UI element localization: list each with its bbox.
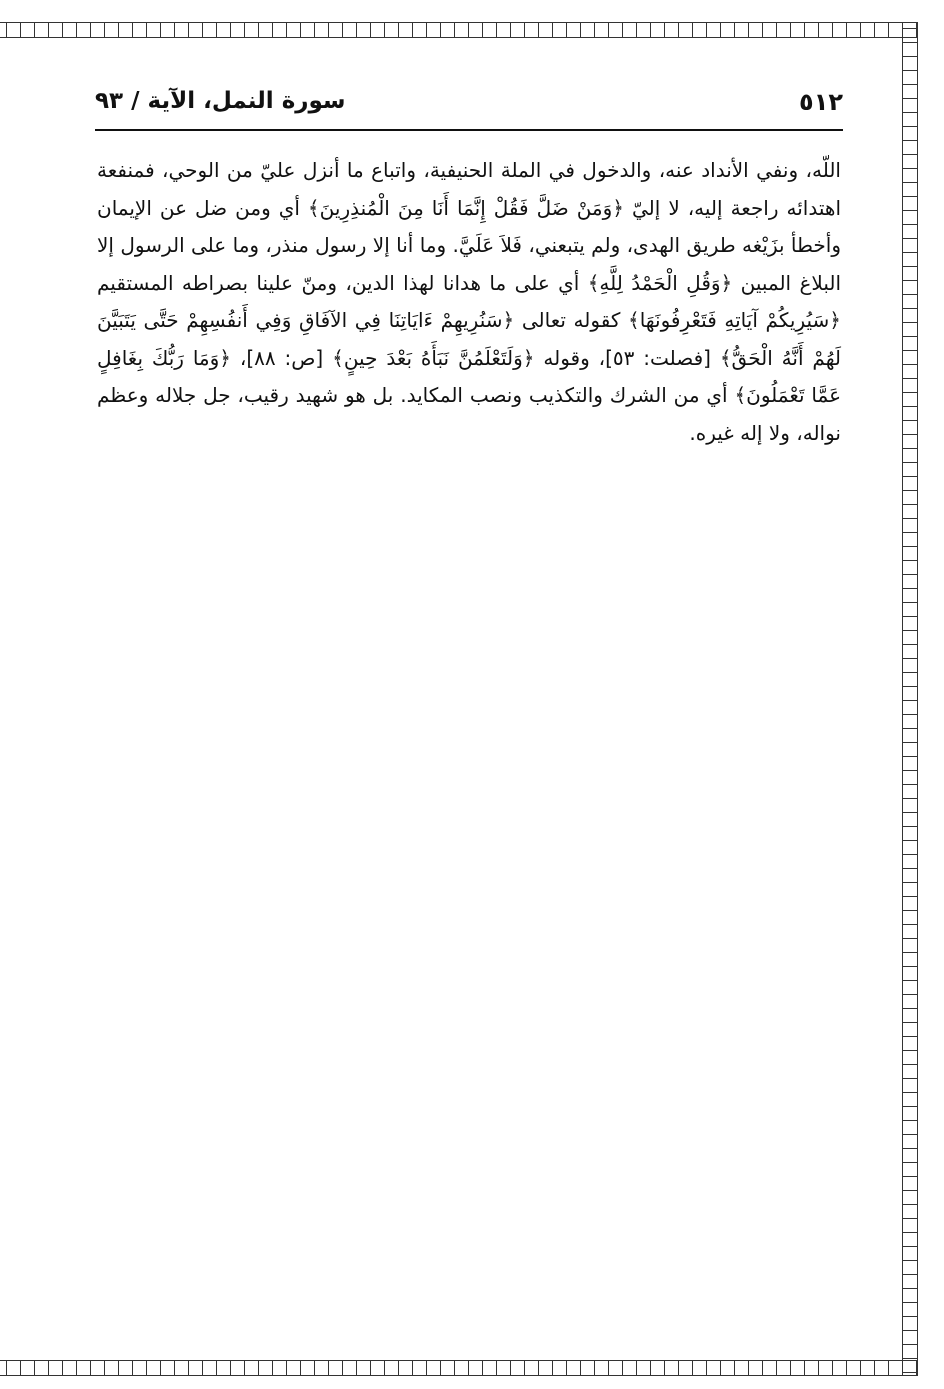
body-text bbox=[97, 152, 841, 452]
page-number: ٥١٢ bbox=[799, 88, 843, 116]
decorative-border-bottom bbox=[0, 1360, 918, 1376]
page-header bbox=[95, 88, 843, 124]
running-head: سورة النمل، الآية / ٩٣ bbox=[95, 88, 346, 114]
paragraph: اللّه، ونفي الأنداد عنه، والدخول في الملة الحنيفية، واتباع ما أنزل عليّ من الوحي، فمنفعة اهتدائه راجعة إليه، لا إليّ ﴿وَمَنْ ضَلَّ فَقُلْ إِنَّمَا أَنَا مِنَ الْمُنذِرِينَ﴾ أي ومن ضل عن الإيمان وأخطأ بزَيْغه طريق الهدى، ولم يتبعني، فَلاَ عَلَيَّ. وما أنا إلا رسول منذر، وما على الرسول إلا البلاغ المبين ﴿وَقُلِ الْحَمْدُ لِلَّهِ﴾ أي على ما هدانا لهذا الدين، ومنّ علينا بصراطه المستقيم ﴿سَيُرِيكُمْ آيَاتِهِ فَتَعْرِفُونَهَا﴾ كقوله تعالى ﴿سَنُرِيهِمْ ءَايَاتِنَا فِي الآفَاقِ وَفِي أَنفُسِهِمْ حَتَّى يَتَبَيَّنَ لَهُمْ أَنَّهُ الْحَقُّ﴾ [فصلت: ٥٣]، وقوله ﴿وَلَتَعْلَمُنَّ نَبَأَهُ بَعْدَ حِينٍ﴾ [ص: ٨٨]، ﴿وَمَا رَبُّكَ بِغَافِلٍ عَمَّا تَعْمَلُونَ﴾ أي من الشرك والتكذيب ونصب المكايد. بل هو شهيد رقيب، جل جلاله وعظم نواله، ولا إله غيره. bbox=[97, 158, 841, 445]
header-rule bbox=[95, 129, 843, 131]
decorative-border-top bbox=[0, 22, 918, 38]
decorative-border-right bbox=[902, 22, 918, 1376]
